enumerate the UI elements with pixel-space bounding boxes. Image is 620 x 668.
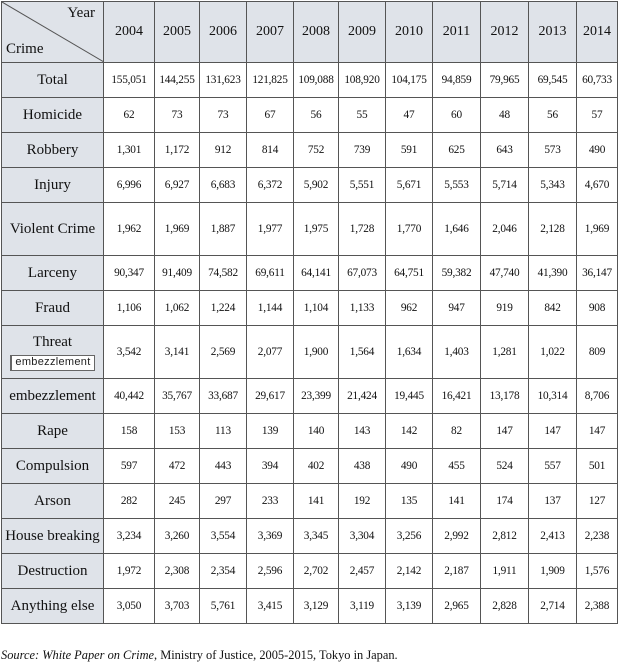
- data-cell: 2,142: [386, 554, 433, 589]
- data-cell: 142: [386, 414, 433, 449]
- data-cell: 282: [104, 484, 155, 519]
- year-header: 2006: [200, 2, 247, 63]
- data-cell: 1,977: [247, 203, 294, 256]
- data-cell: 2,714: [529, 589, 577, 624]
- data-cell: 73: [200, 98, 247, 133]
- data-cell: 402: [294, 449, 339, 484]
- data-cell: 57: [577, 98, 618, 133]
- table-row: [2, 589, 618, 624]
- data-cell: 1,900: [294, 326, 339, 379]
- data-cell: 2,596: [247, 554, 294, 589]
- data-cell: 597: [104, 449, 155, 484]
- table-row: [2, 291, 618, 326]
- row-label-text: Threat: [32, 334, 73, 351]
- row-label: [2, 484, 104, 519]
- data-cell: 5,553: [433, 168, 481, 203]
- table-row: [2, 63, 618, 98]
- year-header: 2004: [104, 2, 155, 63]
- row-label-text: Rape: [37, 422, 68, 439]
- row-label: [2, 168, 104, 203]
- data-cell: 74,582: [200, 256, 247, 291]
- row-label: [2, 98, 104, 133]
- data-cell: 1,062: [155, 291, 200, 326]
- row-label: [2, 291, 104, 326]
- table-row: [2, 449, 618, 484]
- table-row: [2, 98, 618, 133]
- data-cell: 90,347: [104, 256, 155, 291]
- data-cell: 3,141: [155, 326, 200, 379]
- table-row: [2, 519, 618, 554]
- data-cell: 5,902: [294, 168, 339, 203]
- data-cell: 147: [577, 414, 618, 449]
- data-cell: 912: [200, 133, 247, 168]
- data-cell: 5,671: [386, 168, 433, 203]
- data-cell: 94,859: [433, 63, 481, 98]
- data-cell: 64,751: [386, 256, 433, 291]
- data-cell: 1,301: [104, 133, 155, 168]
- data-cell: 6,372: [247, 168, 294, 203]
- data-cell: 1,172: [155, 133, 200, 168]
- data-cell: 60: [433, 98, 481, 133]
- data-cell: 573: [529, 133, 577, 168]
- data-cell: 591: [386, 133, 433, 168]
- data-cell: 5,343: [529, 168, 577, 203]
- data-cell: 2,992: [433, 519, 481, 554]
- data-cell: 394: [247, 449, 294, 484]
- data-cell: 501: [577, 449, 618, 484]
- row-sublabel-box: embezzlement: [10, 355, 94, 371]
- source-note: [1, 648, 398, 663]
- data-cell: 1,972: [104, 554, 155, 589]
- data-cell: 113: [200, 414, 247, 449]
- data-cell: 69,611: [247, 256, 294, 291]
- data-cell: 1,564: [339, 326, 386, 379]
- data-cell: 2,308: [155, 554, 200, 589]
- data-cell: 8,706: [577, 379, 618, 414]
- data-cell: 1,576: [577, 554, 618, 589]
- row-label: [2, 519, 104, 554]
- data-cell: 1,104: [294, 291, 339, 326]
- data-cell: 1,634: [386, 326, 433, 379]
- row-label-text: Homicide: [22, 106, 83, 123]
- data-cell: 3,345: [294, 519, 339, 554]
- data-cell: 73: [155, 98, 200, 133]
- data-cell: 643: [481, 133, 529, 168]
- data-cell: 2,569: [200, 326, 247, 379]
- table-row: [2, 168, 618, 203]
- data-cell: 1,969: [577, 203, 618, 256]
- data-cell: 2,128: [529, 203, 577, 256]
- data-cell: 47,740: [481, 256, 529, 291]
- row-label: [2, 379, 104, 414]
- data-cell: 5,551: [339, 168, 386, 203]
- data-cell: 104,175: [386, 63, 433, 98]
- header-row: [2, 2, 618, 63]
- data-cell: 144,255: [155, 63, 200, 98]
- data-cell: 56: [529, 98, 577, 133]
- table-row: [2, 379, 618, 414]
- data-cell: 64,141: [294, 256, 339, 291]
- data-cell: 41,390: [529, 256, 577, 291]
- data-cell: 6,996: [104, 168, 155, 203]
- data-cell: 35,767: [155, 379, 200, 414]
- data-cell: 3,139: [386, 589, 433, 624]
- year-header: 2014: [577, 2, 618, 63]
- table-row: [2, 256, 618, 291]
- data-cell: 3,234: [104, 519, 155, 554]
- data-cell: 814: [247, 133, 294, 168]
- data-cell: 56: [294, 98, 339, 133]
- row-label: [2, 326, 104, 379]
- data-cell: 141: [294, 484, 339, 519]
- row-label-text: Destruction: [17, 562, 88, 579]
- year-axis-label: Year: [67, 5, 95, 21]
- data-cell: 1,887: [200, 203, 247, 256]
- data-cell: 19,445: [386, 379, 433, 414]
- row-label-text: Fraud: [35, 299, 70, 316]
- year-header: 2010: [386, 2, 433, 63]
- data-cell: 2,702: [294, 554, 339, 589]
- row-label-text: Arson: [34, 492, 71, 509]
- data-cell: 6,927: [155, 168, 200, 203]
- data-cell: 919: [481, 291, 529, 326]
- data-cell: 62: [104, 98, 155, 133]
- data-cell: 3,304: [339, 519, 386, 554]
- table-row: [2, 414, 618, 449]
- data-cell: 135: [386, 484, 433, 519]
- row-label-text: Violent Crime: [9, 220, 96, 237]
- data-cell: 79,965: [481, 63, 529, 98]
- data-cell: 155,051: [104, 63, 155, 98]
- data-cell: 5,714: [481, 168, 529, 203]
- data-cell: 16,421: [433, 379, 481, 414]
- data-cell: 91,409: [155, 256, 200, 291]
- table-row: [2, 484, 618, 519]
- data-cell: 174: [481, 484, 529, 519]
- data-cell: 6,683: [200, 168, 247, 203]
- data-cell: 2,046: [481, 203, 529, 256]
- data-cell: 1,975: [294, 203, 339, 256]
- data-cell: 121,825: [247, 63, 294, 98]
- data-cell: 147: [529, 414, 577, 449]
- source-title: White Paper on Crime: [42, 648, 155, 662]
- data-cell: 29,617: [247, 379, 294, 414]
- year-header: 2008: [294, 2, 339, 63]
- data-cell: 2,187: [433, 554, 481, 589]
- table-row: [2, 554, 618, 589]
- data-cell: 3,415: [247, 589, 294, 624]
- data-cell: 842: [529, 291, 577, 326]
- data-cell: 36,147: [577, 256, 618, 291]
- data-cell: 557: [529, 449, 577, 484]
- data-cell: 82: [433, 414, 481, 449]
- data-cell: 1,770: [386, 203, 433, 256]
- data-cell: 3,129: [294, 589, 339, 624]
- year-header: 2009: [339, 2, 386, 63]
- data-cell: 192: [339, 484, 386, 519]
- row-label-text: Anything else: [10, 597, 95, 614]
- row-label-text: Injury: [34, 176, 71, 193]
- table-body: [2, 63, 618, 624]
- data-cell: 809: [577, 326, 618, 379]
- data-cell: 1,144: [247, 291, 294, 326]
- corner-header-cell: [2, 2, 104, 63]
- row-label: [2, 256, 104, 291]
- data-cell: 472: [155, 449, 200, 484]
- data-cell: 2,077: [247, 326, 294, 379]
- data-cell: 143: [339, 414, 386, 449]
- data-cell: 127: [577, 484, 618, 519]
- data-cell: 158: [104, 414, 155, 449]
- data-cell: 2,413: [529, 519, 577, 554]
- row-label: [2, 554, 104, 589]
- data-cell: 141: [433, 484, 481, 519]
- row-label-text: embezzlement: [9, 387, 96, 404]
- data-cell: 752: [294, 133, 339, 168]
- data-cell: 33,687: [200, 379, 247, 414]
- data-cell: 67,073: [339, 256, 386, 291]
- row-label-text: Robbery: [26, 141, 79, 158]
- data-cell: 1,281: [481, 326, 529, 379]
- data-cell: 55: [339, 98, 386, 133]
- data-cell: 109,088: [294, 63, 339, 98]
- data-cell: 21,424: [339, 379, 386, 414]
- year-header: 2011: [433, 2, 481, 63]
- data-cell: 1,403: [433, 326, 481, 379]
- data-cell: 147: [481, 414, 529, 449]
- data-cell: 2,238: [577, 519, 618, 554]
- data-cell: 67: [247, 98, 294, 133]
- data-cell: 490: [577, 133, 618, 168]
- data-cell: 139: [247, 414, 294, 449]
- crime-axis-label: Crime: [6, 41, 44, 57]
- data-cell: 153: [155, 414, 200, 449]
- row-label: [2, 449, 104, 484]
- table-row: [2, 203, 618, 256]
- data-cell: 625: [433, 133, 481, 168]
- data-cell: 524: [481, 449, 529, 484]
- data-cell: 1,969: [155, 203, 200, 256]
- data-cell: 23,399: [294, 379, 339, 414]
- data-cell: 455: [433, 449, 481, 484]
- year-header: 2013: [529, 2, 577, 63]
- data-cell: 69,545: [529, 63, 577, 98]
- crime-statistics-table: [1, 1, 618, 624]
- data-cell: 1,962: [104, 203, 155, 256]
- data-cell: 443: [200, 449, 247, 484]
- data-cell: 131,623: [200, 63, 247, 98]
- data-cell: 1,133: [339, 291, 386, 326]
- table-row: [2, 326, 618, 379]
- year-header: 2007: [247, 2, 294, 63]
- data-cell: 40,442: [104, 379, 155, 414]
- row-label-text: Larceny: [27, 264, 78, 281]
- data-cell: 1,022: [529, 326, 577, 379]
- data-cell: 47: [386, 98, 433, 133]
- data-cell: 2,965: [433, 589, 481, 624]
- data-cell: 1,106: [104, 291, 155, 326]
- row-label: [2, 133, 104, 168]
- data-cell: 490: [386, 449, 433, 484]
- row-label-text: Compulsion: [15, 457, 90, 474]
- data-cell: 3,119: [339, 589, 386, 624]
- data-cell: 3,256: [386, 519, 433, 554]
- year-header: 2012: [481, 2, 529, 63]
- data-cell: 2,388: [577, 589, 618, 624]
- data-cell: 3,542: [104, 326, 155, 379]
- data-cell: 2,812: [481, 519, 529, 554]
- data-cell: 297: [200, 484, 247, 519]
- data-cell: 245: [155, 484, 200, 519]
- data-cell: 13,178: [481, 379, 529, 414]
- data-cell: 3,369: [247, 519, 294, 554]
- data-cell: 1,224: [200, 291, 247, 326]
- row-label-text: Total: [37, 71, 68, 88]
- data-cell: 59,382: [433, 256, 481, 291]
- row-label-text: House breaking: [5, 527, 100, 544]
- data-cell: 3,260: [155, 519, 200, 554]
- row-label: [2, 203, 104, 256]
- data-cell: 4,670: [577, 168, 618, 203]
- data-cell: 2,354: [200, 554, 247, 589]
- data-cell: 137: [529, 484, 577, 519]
- data-cell: 2,828: [481, 589, 529, 624]
- row-label: [2, 414, 104, 449]
- data-cell: 947: [433, 291, 481, 326]
- data-cell: 5,761: [200, 589, 247, 624]
- row-label: [2, 589, 104, 624]
- data-cell: 3,050: [104, 589, 155, 624]
- data-cell: 1,909: [529, 554, 577, 589]
- source-rest: , Ministry of Justice, 2005-2015, Tokyo in Japan.: [154, 648, 398, 662]
- data-cell: 962: [386, 291, 433, 326]
- data-cell: 233: [247, 484, 294, 519]
- data-cell: 1,728: [339, 203, 386, 256]
- data-cell: 10,314: [529, 379, 577, 414]
- data-cell: 1,646: [433, 203, 481, 256]
- data-cell: 1,911: [481, 554, 529, 589]
- data-cell: 48: [481, 98, 529, 133]
- data-cell: 140: [294, 414, 339, 449]
- table-row: [2, 133, 618, 168]
- data-cell: 108,920: [339, 63, 386, 98]
- data-cell: 739: [339, 133, 386, 168]
- source-prefix: Source:: [1, 648, 40, 662]
- data-cell: 60,733: [577, 63, 618, 98]
- data-cell: 2,457: [339, 554, 386, 589]
- year-header: 2005: [155, 2, 200, 63]
- data-cell: 438: [339, 449, 386, 484]
- data-cell: 908: [577, 291, 618, 326]
- row-label: [2, 63, 104, 98]
- data-cell: 3,703: [155, 589, 200, 624]
- data-cell: 3,554: [200, 519, 247, 554]
